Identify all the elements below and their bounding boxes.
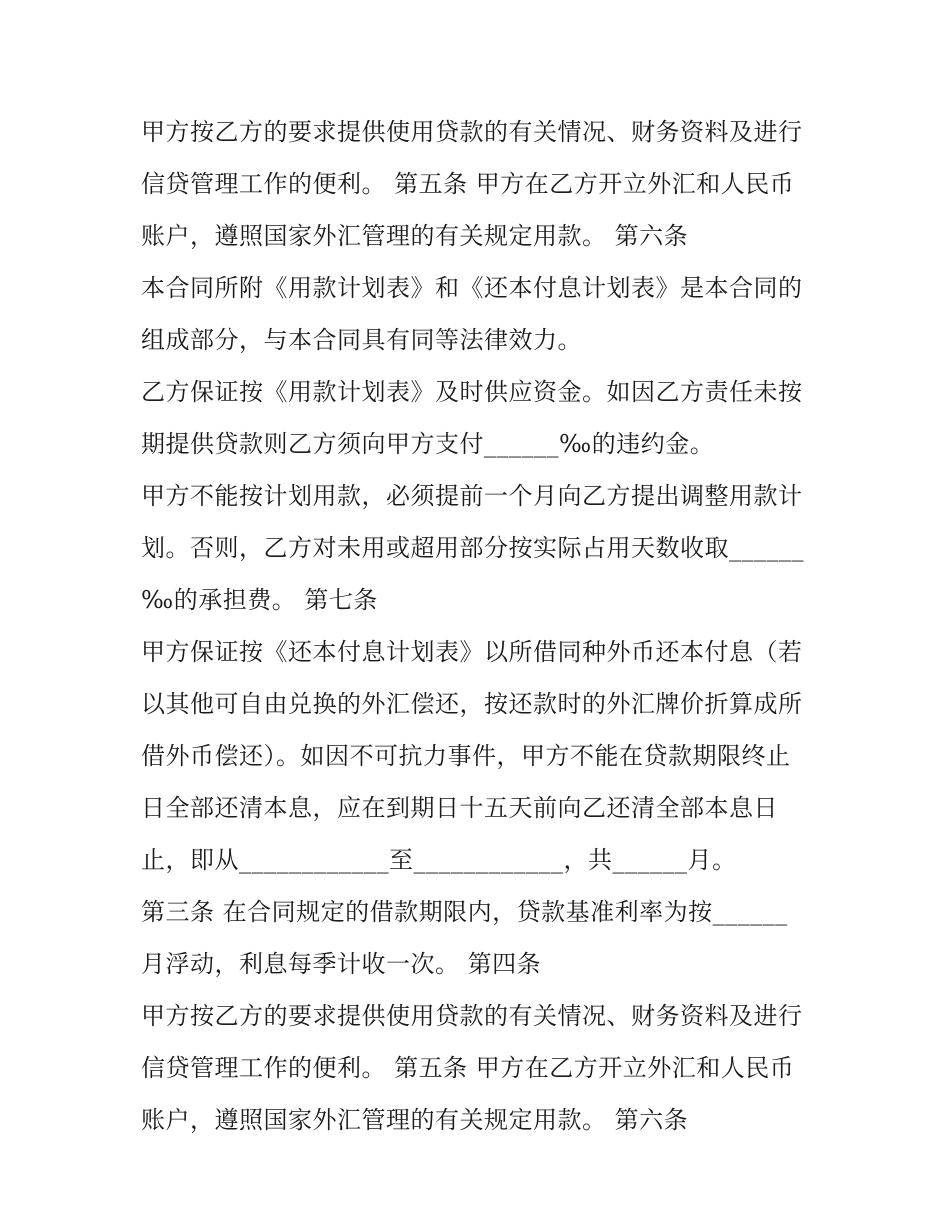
text-line: 账户，遵照国家外汇管理的有关规定用款。 第六条 bbox=[141, 1106, 689, 1134]
text-line: 以其他可自由兑换的外汇偿还，按还款时的外汇牌价折算成所 bbox=[141, 690, 803, 718]
text-line: 止，即从____________至____________，共______月。 bbox=[141, 846, 737, 874]
text-line: 账户，遵照国家外汇管理的有关规定用款。 第六条 bbox=[141, 222, 689, 250]
text-line: 信贷管理工作的便利。 第五条 甲方在乙方开立外汇和人民币 bbox=[141, 1054, 795, 1082]
text-line: 甲方按乙方的要求提供使用贷款的有关情况、财务资料及进行 bbox=[141, 118, 803, 146]
text-line: 甲方按乙方的要求提供使用贷款的有关情况、财务资料及进行 bbox=[141, 1002, 803, 1030]
document-body bbox=[141, 106, 821, 1146]
text-line: ‰的承担费。 第七条 bbox=[141, 586, 378, 614]
text-line: 借外币偿还）。如因不可抗力事件，甲方不能在贷款期限终止 bbox=[141, 742, 791, 770]
text-line: 日全部还清本息，应在到期日十五天前向乙还清全部本息日 bbox=[141, 794, 778, 822]
text-line: 期提供贷款则乙方须向甲方支付______‰的违约金。 bbox=[141, 430, 715, 458]
text-line: 组成部分，与本合同具有同等法律效力。 bbox=[141, 326, 582, 354]
text-line: 划。否则，乙方对未用或超用部分按实际占用天数收取______ bbox=[141, 534, 804, 562]
text-line: 本合同所附《用款计划表》和《还本付息计划表》是本合同的 bbox=[141, 274, 803, 302]
text-line: 甲方保证按《还本付息计划表》以所借同种外币还本付息（若 bbox=[141, 638, 803, 666]
text-line: 信贷管理工作的便利。 第五条 甲方在乙方开立外汇和人民币 bbox=[141, 170, 795, 198]
text-line: 月浮动，利息每季计收一次。 第四条 bbox=[141, 950, 542, 978]
text-line: 乙方保证按《用款计划表》及时供应资金。如因乙方责任未按 bbox=[141, 378, 803, 406]
text-line: 甲方不能按计划用款，必须提前一个月向乙方提出调整用款计 bbox=[141, 482, 803, 510]
text-line: 第三条 在合同规定的借款期限内，贷款基准利率为按______ bbox=[141, 898, 788, 926]
